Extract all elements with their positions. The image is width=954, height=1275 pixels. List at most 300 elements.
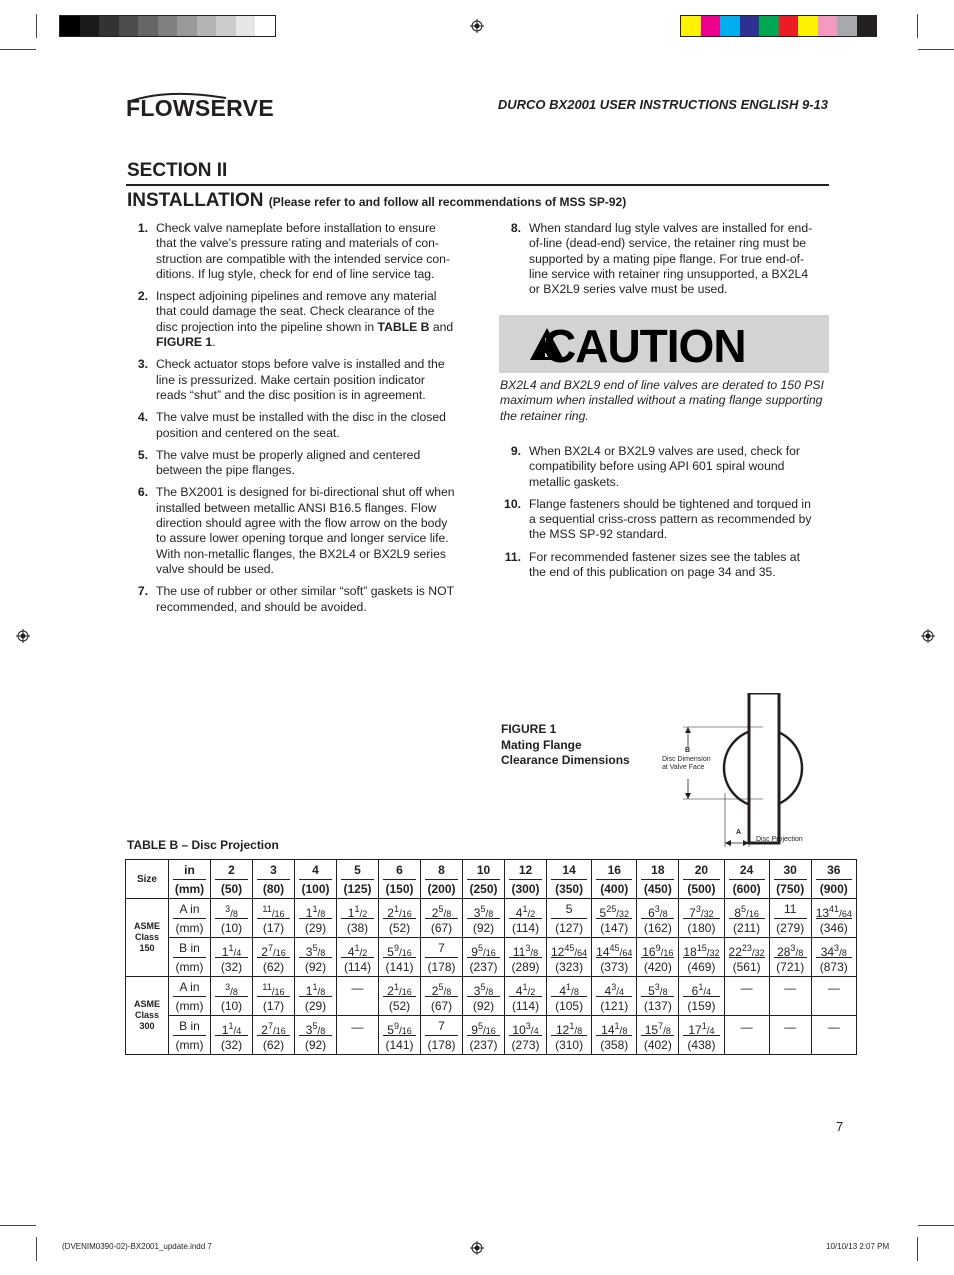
page-number: 7 xyxy=(836,1119,844,1134)
size-mm-value: (500) xyxy=(687,882,716,896)
value-mm-text: (62) xyxy=(262,960,285,974)
value-mm-text: (373) xyxy=(600,960,629,974)
value-mm-text: (32) xyxy=(220,960,243,974)
value-denominator: 16 xyxy=(748,909,759,919)
value-mm xyxy=(725,958,769,976)
size-in-value: 4 xyxy=(312,863,319,877)
size-mm-value: (80) xyxy=(262,882,285,896)
value-stack xyxy=(421,1016,462,1054)
grayscale-swatch xyxy=(158,16,178,36)
size-header-cell xyxy=(592,860,637,899)
units-bottom: (mm) xyxy=(174,882,205,896)
value-denominator: 2 xyxy=(530,909,536,919)
value-whole: 18 xyxy=(683,945,697,959)
value-mm-text: (92) xyxy=(304,1038,327,1052)
value-mm-text: (178) xyxy=(427,1038,456,1052)
value-mm xyxy=(295,1036,336,1054)
size-header-cell xyxy=(724,860,769,899)
step-item xyxy=(126,410,456,441)
value-in xyxy=(425,901,458,919)
value-stack xyxy=(505,938,546,976)
value-whole: 2 xyxy=(261,1023,268,1037)
size-header-cell xyxy=(421,860,463,899)
class-label-line: ASME xyxy=(133,999,160,1009)
value-whole: 12 xyxy=(556,1023,570,1037)
value-stack xyxy=(211,977,252,1015)
step-item xyxy=(499,497,815,543)
value-cell xyxy=(337,1016,379,1055)
size-mm-value: (200) xyxy=(427,882,456,896)
table-row xyxy=(126,1016,857,1055)
size-mm-value: (600) xyxy=(732,882,761,896)
value-cell xyxy=(295,938,337,977)
value-mm-text: (10) xyxy=(220,999,243,1013)
value-denominator: 4 xyxy=(236,948,242,958)
size-stack xyxy=(637,860,678,898)
value-mm-text: (273) xyxy=(511,1038,540,1052)
value-stack xyxy=(253,938,294,976)
step-number: 7. xyxy=(137,584,148,599)
value-mm xyxy=(547,958,591,976)
table-row xyxy=(126,938,857,977)
size-in xyxy=(299,862,332,880)
value-in xyxy=(641,901,674,919)
value-mm xyxy=(211,958,252,976)
value-mm xyxy=(547,997,591,1015)
step-text: Check valve nameplate before installation to ensure that the valve’s pressure rating and materials of con-struction are compatible with the intended service con-ditions. If lug style, check for end of line service tag. xyxy=(156,221,451,281)
value-in xyxy=(509,940,542,958)
value-whole: 28 xyxy=(777,945,791,959)
size-stack xyxy=(379,860,420,898)
size-in-value: 10 xyxy=(476,863,491,877)
value-cell xyxy=(337,938,379,977)
value-slash: / xyxy=(571,987,574,998)
value-whole: 11 xyxy=(783,902,797,916)
size-mm xyxy=(770,880,811,898)
value-in xyxy=(257,901,290,919)
size-stack xyxy=(725,860,769,898)
value-in xyxy=(467,901,500,919)
color-swatch xyxy=(740,16,760,36)
size-in-value: 12 xyxy=(518,863,533,877)
value-mm xyxy=(463,919,504,937)
value-whole: 4 xyxy=(515,906,523,920)
size-mm xyxy=(463,880,504,898)
size-stack xyxy=(547,860,591,898)
value-whole: 7 xyxy=(689,906,696,920)
value-mm-text: (873) xyxy=(819,960,848,974)
value-in xyxy=(467,979,500,997)
value-cell xyxy=(769,938,811,977)
size-mm-value: (300) xyxy=(511,882,540,896)
value-slash: / xyxy=(317,948,321,959)
value-in xyxy=(729,901,765,919)
figure-flange-diagram xyxy=(655,693,820,848)
value-numerator: 23 xyxy=(741,943,752,953)
value-cell xyxy=(295,977,337,1016)
value-numerator: 45 xyxy=(564,943,575,953)
value-cell xyxy=(592,938,637,977)
value-whole: 5 xyxy=(387,1023,394,1037)
value-slash: / xyxy=(839,948,842,959)
value-denominator: 8 xyxy=(488,987,494,997)
value-stack xyxy=(211,899,252,937)
value-numerator: 5 xyxy=(477,1021,483,1031)
value-in xyxy=(551,979,587,997)
value-denominator: 16 xyxy=(401,1026,412,1036)
value-cell xyxy=(421,899,463,938)
value-in xyxy=(683,940,719,958)
value-whole: 2 xyxy=(387,906,394,920)
grayscale-swatch xyxy=(216,16,236,36)
size-in-value: 24 xyxy=(739,863,754,877)
value-mm-text: (289) xyxy=(511,960,540,974)
value-numerator: 5 xyxy=(741,904,747,914)
value-slash: / xyxy=(527,987,531,998)
value-mm xyxy=(547,1036,591,1054)
crop-mark xyxy=(36,1237,37,1261)
value-cell xyxy=(811,899,856,938)
value-slash: / xyxy=(574,1026,578,1037)
value-mm xyxy=(253,958,294,976)
size-header-cell xyxy=(379,860,421,899)
value-denominator: 8 xyxy=(662,987,668,997)
value-stack xyxy=(547,1016,591,1054)
value-denominator: 8 xyxy=(446,987,452,997)
value-mm xyxy=(379,997,420,1015)
value-stack xyxy=(421,899,462,937)
value-mm-text: (52) xyxy=(388,921,411,935)
value-slash: / xyxy=(272,948,276,959)
value-slash: / xyxy=(317,909,321,920)
size-in-value: 20 xyxy=(694,863,709,877)
value-slash: / xyxy=(659,909,663,920)
step-number: 5. xyxy=(137,447,148,462)
row-unit-label: (mm) xyxy=(175,960,204,974)
value-slash: / xyxy=(398,948,402,959)
value-stack xyxy=(637,899,678,937)
value-mm-text: (420) xyxy=(643,960,672,974)
value-slash: / xyxy=(482,1026,486,1037)
value-mm-text: (114) xyxy=(343,960,372,974)
step-item xyxy=(499,550,815,581)
step-number: 10. xyxy=(504,496,521,511)
value-numerator: 1 xyxy=(698,982,704,992)
value-slash: / xyxy=(317,1026,321,1037)
value-numerator: 1 xyxy=(569,1021,575,1031)
value-slash: / xyxy=(619,1026,623,1037)
value-stack xyxy=(337,938,378,976)
value-whole: 3 xyxy=(473,906,481,920)
row-unit-label: A in xyxy=(179,902,200,916)
value-in xyxy=(816,901,852,919)
value-stack xyxy=(812,938,856,976)
value-mm xyxy=(592,1036,636,1054)
value-in xyxy=(641,940,674,958)
step-text: and xyxy=(429,319,454,334)
value-mm-text: (402) xyxy=(643,1038,672,1052)
value-whole: 1 xyxy=(221,945,229,959)
value-stack xyxy=(379,977,420,1015)
caution-banner xyxy=(499,315,829,373)
value-slash: / xyxy=(795,948,799,959)
step-text-ref: TABLE B xyxy=(377,319,430,334)
color-swatch xyxy=(759,16,779,36)
value-stack xyxy=(725,899,769,937)
section-title: SECTION II xyxy=(127,160,228,181)
value-mm xyxy=(725,919,769,937)
value-slash: / xyxy=(398,1026,402,1037)
size-label-cell xyxy=(126,860,169,899)
value-slash: / xyxy=(398,987,402,998)
value-slash: / xyxy=(482,948,486,959)
value-numerator: 9 xyxy=(393,1021,399,1031)
value-mm xyxy=(211,1036,252,1054)
step-item xyxy=(126,357,456,403)
value-mm-text: (137) xyxy=(643,999,672,1013)
disc-projection-table xyxy=(125,859,857,1055)
value-mm xyxy=(295,919,336,937)
value-cell xyxy=(211,1016,253,1055)
value-mm-text: (358) xyxy=(600,1038,629,1052)
size-in xyxy=(683,862,719,880)
flowserve-logo: FLOWSERVE xyxy=(126,95,274,121)
table-row xyxy=(126,899,857,938)
value-denominator: 8 xyxy=(320,987,326,997)
class-label-line: Class xyxy=(134,932,160,942)
value-slash: / xyxy=(839,909,842,920)
value-cell xyxy=(379,899,421,938)
row-units-bottom xyxy=(169,958,210,976)
size-stack xyxy=(812,860,856,898)
row-units-top xyxy=(173,979,206,997)
size-mm-value: (450) xyxy=(643,882,672,896)
value-numerator: 1 xyxy=(522,904,528,914)
value-stack xyxy=(253,977,294,1015)
installation-heading xyxy=(127,190,626,212)
value-mm-text: (121) xyxy=(600,999,629,1013)
grayscale-swatch xyxy=(99,16,119,36)
size-stack xyxy=(592,860,636,898)
figure-number: FIGURE 1 xyxy=(501,722,557,736)
value-denominator: 8 xyxy=(320,909,326,919)
value-denominator: 8 xyxy=(488,909,494,919)
value-denominator: 8 xyxy=(622,1026,628,1036)
value-in xyxy=(467,1018,500,1036)
units-cell xyxy=(169,860,211,899)
value-mm xyxy=(211,919,252,937)
step-text: When BX2L4 or BX2L9 valves are used, check for compatibility before using API 601 spiral wound metallic gaskets. xyxy=(529,444,800,489)
value-cell xyxy=(421,1016,463,1055)
value-in xyxy=(509,979,542,997)
value-denominator: 16 xyxy=(401,909,412,919)
value-whole: 9 xyxy=(471,945,478,959)
step-text: The valve must be installed with the disc in the closed position and centered on the seat. xyxy=(156,410,446,440)
value-numerator: 3 xyxy=(225,904,231,914)
value-stack xyxy=(379,899,420,937)
value-cell xyxy=(769,1016,811,1055)
value-slash: / xyxy=(751,948,755,959)
row-units-cell xyxy=(169,938,211,977)
value-in xyxy=(816,940,852,958)
value-slash: / xyxy=(272,1026,276,1037)
row-unit-label: (mm) xyxy=(175,999,204,1013)
grayscale-bar xyxy=(59,15,276,37)
value-cell xyxy=(679,977,724,1016)
value-mm xyxy=(812,919,856,937)
value-dash: — xyxy=(827,981,840,995)
size-in-value: 16 xyxy=(607,863,621,877)
value-slash: / xyxy=(700,909,704,920)
grayscale-swatch xyxy=(255,16,275,36)
value-cell xyxy=(211,899,253,938)
size-stack xyxy=(211,860,252,898)
value-mm xyxy=(637,997,678,1015)
row-units xyxy=(169,899,210,937)
class-label-line: ASME xyxy=(133,921,160,931)
steps-right-bottom xyxy=(499,444,815,587)
value-whole: 14 xyxy=(601,1023,615,1037)
value-whole: 2 xyxy=(387,984,394,998)
value-slash: / xyxy=(706,1026,710,1037)
value-denominator: 2 xyxy=(530,987,536,997)
value-cell xyxy=(724,1016,769,1055)
value-numerator: 5 xyxy=(312,1021,318,1031)
value-stack xyxy=(547,977,591,1015)
value-stack xyxy=(679,899,723,937)
step-text: When standard lug style valves are installed for end-of-line (dead-end) service, the retainer ring must be supported by a mating pipe flange. For true end-of-line service with retainer ring unsupported, a BX2L4 or BX2L9 series valve must be used. xyxy=(529,221,813,297)
installation-title: INSTALLATION xyxy=(127,190,264,211)
step-text: The BX2001 is designed for bi-directional shut off when installed between metallic ANSI B16.5 flanges. Flow direction should agree with the flow arrow on the body to assure lower opening torque and longer service life. With non-metallic flanges, the BX2L4 or BX2L9 series valve should be used. xyxy=(156,485,455,576)
step-item xyxy=(499,444,815,490)
value-cell xyxy=(463,938,505,977)
steps-right-top xyxy=(499,221,815,304)
value-denominator: 2 xyxy=(362,909,368,919)
units-bottom-wrap xyxy=(169,880,210,898)
value-in xyxy=(641,979,674,997)
value-numerator: 15 xyxy=(696,943,707,953)
size-mm-value: (400) xyxy=(600,882,629,896)
value-slash: / xyxy=(659,987,663,998)
size-mm-value: (750) xyxy=(776,882,805,896)
value-in xyxy=(774,901,807,919)
value-mm-text: (147) xyxy=(600,921,629,935)
value-whole: 3 xyxy=(473,984,481,998)
value-cell xyxy=(295,1016,337,1055)
value-whole: 3 xyxy=(305,945,313,959)
value-numerator: 1 xyxy=(354,904,360,914)
size-in-value: 2 xyxy=(228,863,235,877)
row-unit-label: (mm) xyxy=(175,921,204,935)
value-numerator: 1 xyxy=(393,904,399,914)
value-cell xyxy=(463,1016,505,1055)
value-mm-text: (92) xyxy=(304,960,327,974)
row-unit-label: (mm) xyxy=(175,1038,204,1052)
value-stack xyxy=(463,899,504,937)
value-whole: 5 xyxy=(648,984,655,998)
units-top-wrap xyxy=(173,862,206,880)
step-item xyxy=(126,289,456,350)
value-denominator: 8 xyxy=(841,948,847,958)
label-b: B xyxy=(685,747,691,754)
value-in xyxy=(551,901,587,919)
value-mm-text: (237) xyxy=(469,960,498,974)
value-whole: 4 xyxy=(604,984,612,998)
label-b-desc: at Valve Face xyxy=(662,764,705,771)
value-denominator: 4 xyxy=(706,987,712,997)
value-mm-text: (310) xyxy=(555,1038,584,1052)
value-mm-text: (346) xyxy=(819,921,848,935)
value-mm xyxy=(379,919,420,937)
value-numerator: 3 xyxy=(525,1021,531,1031)
step-number: 8. xyxy=(510,221,521,235)
size-in-value: 18 xyxy=(651,863,665,877)
value-cell xyxy=(295,899,337,938)
color-swatch xyxy=(701,16,721,36)
value-numerator: 45 xyxy=(609,943,620,953)
row-units-top xyxy=(173,1018,206,1036)
value-mm xyxy=(679,958,723,976)
size-mm xyxy=(337,880,378,898)
size-stack xyxy=(463,860,504,898)
value-cell xyxy=(379,1016,421,1055)
value-dash: — xyxy=(351,981,364,995)
value-cell xyxy=(592,977,637,1016)
grayscale-swatch xyxy=(197,16,217,36)
size-mm-value: (900) xyxy=(819,882,848,896)
value-mm xyxy=(637,919,678,937)
value-whole: 5 xyxy=(565,902,573,916)
value-mm xyxy=(463,958,504,976)
value-numerator: 3 xyxy=(834,943,840,953)
value-slash: / xyxy=(398,909,402,920)
value-stack xyxy=(463,1016,504,1054)
value-whole: 4 xyxy=(515,984,523,998)
size-in xyxy=(641,862,674,880)
value-mm xyxy=(379,958,420,976)
crop-mark xyxy=(918,1225,954,1226)
value-numerator: 1 xyxy=(701,1021,707,1031)
value-whole: 5 xyxy=(599,906,607,920)
size-mm-value: (125) xyxy=(343,882,372,896)
value-slash: / xyxy=(359,948,363,959)
value-stack xyxy=(421,977,462,1015)
row-unit-label: B in xyxy=(179,941,200,955)
class-label-cell xyxy=(126,977,169,1055)
value-whole: 1 xyxy=(305,984,313,998)
value-dash: — xyxy=(351,1020,364,1034)
size-in xyxy=(257,862,290,880)
table-header-row xyxy=(126,860,857,899)
value-mm-text: (52) xyxy=(388,999,411,1013)
value-cell xyxy=(505,977,547,1016)
value-mm xyxy=(505,1036,546,1054)
value-numerator: 1 xyxy=(354,943,360,953)
size-mm xyxy=(211,880,252,898)
size-stack xyxy=(505,860,546,898)
value-slash: / xyxy=(527,909,531,920)
value-mm xyxy=(421,997,462,1015)
crop-mark xyxy=(0,49,36,50)
color-swatch xyxy=(681,16,701,36)
step-text: The valve must be properly aligned and centered between the pipe flanges. xyxy=(156,447,421,478)
size-stack xyxy=(679,860,723,898)
class-label-line: 300 xyxy=(139,1021,155,1031)
value-mm-text: (92) xyxy=(472,921,495,935)
row-units xyxy=(169,1016,210,1054)
step-number: 6. xyxy=(137,485,148,500)
value-in xyxy=(551,940,587,958)
